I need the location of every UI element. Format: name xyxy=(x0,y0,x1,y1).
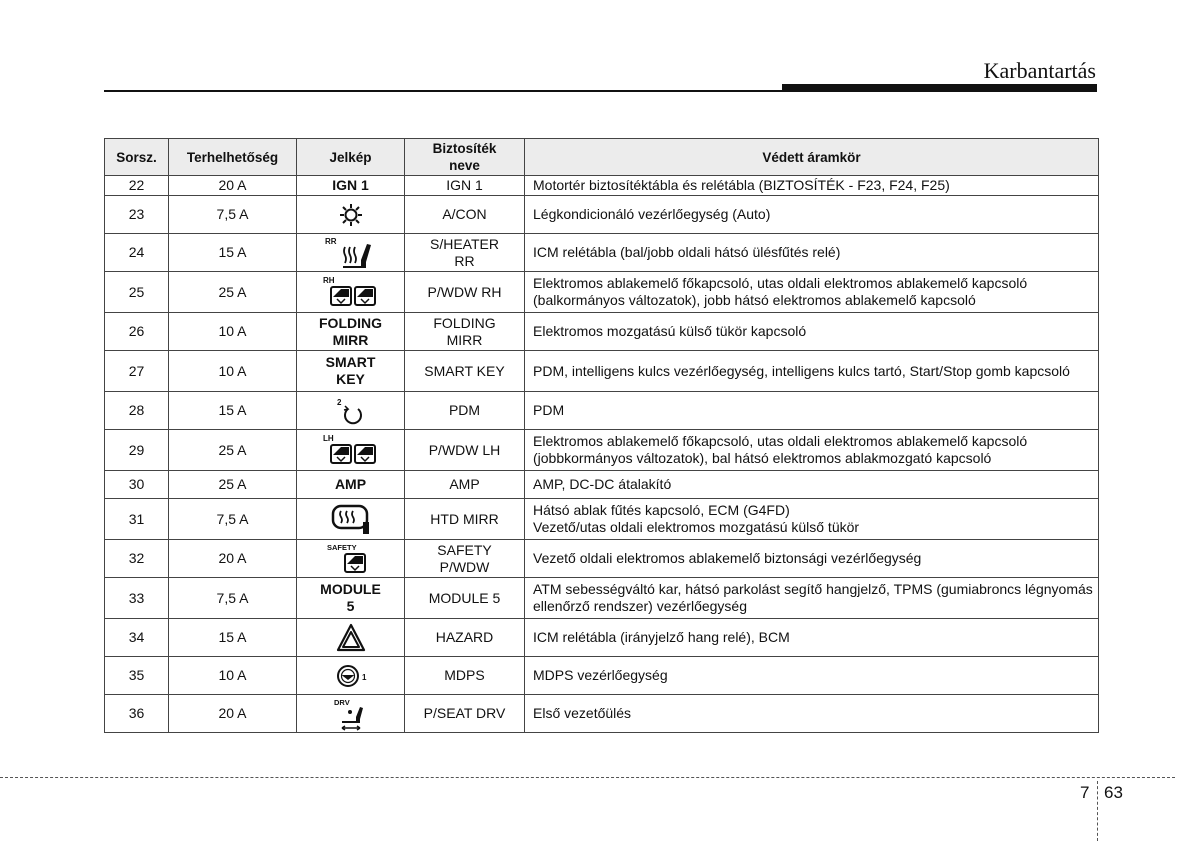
fuse-name-text: FOLDING MIRR xyxy=(433,314,496,348)
footer-divider xyxy=(0,777,1175,778)
symbol-caption: DRV xyxy=(333,697,350,707)
cell-fuse-name: SMART KEY xyxy=(405,351,525,392)
cell-symbol xyxy=(297,272,405,313)
symbol-caption: RH xyxy=(322,276,335,285)
cell-circuit: Vezető oldali elektromos ablakemelő biztonsági vezérlőegység xyxy=(525,540,1099,578)
symbol-text: MODULE 5 xyxy=(320,581,381,614)
cell-symbol xyxy=(297,695,405,733)
cell-no: 35 xyxy=(105,657,169,695)
cell-load: 15 A xyxy=(169,619,297,657)
cell-fuse-name: MDPS xyxy=(405,657,525,695)
cell-no: 34 xyxy=(105,619,169,657)
cell-fuse-name: P/WDW LH xyxy=(405,430,525,471)
cell-symbol xyxy=(297,196,405,234)
cell-symbol xyxy=(297,657,405,695)
cell-fuse-name: P/SEAT DRV xyxy=(405,695,525,733)
cell-load: 20 A xyxy=(169,695,297,733)
cell-fuse-name: P/WDW RH xyxy=(405,272,525,313)
cell-load: 25 A xyxy=(169,430,297,471)
cell-circuit: Elektromos ablakemelő főkapcsoló, utas oldali elektromos ablakemelő kapcsoló (jobbkormányos változatok), bal hátsó elektromos ablakmozgató kapcsoló xyxy=(525,430,1099,471)
table-row xyxy=(105,313,1099,351)
header-fuse-name xyxy=(405,139,525,176)
table-row xyxy=(105,471,1099,499)
cell-load: 10 A xyxy=(169,657,297,695)
cell-circuit: AMP, DC-DC átalakító xyxy=(525,471,1099,499)
footer-page-separator xyxy=(1097,781,1098,841)
cell-fuse-name: PDM xyxy=(405,392,525,430)
table-row xyxy=(105,196,1099,234)
cell-no: 29 xyxy=(105,430,169,471)
table-header-row xyxy=(105,139,1099,176)
cell-fuse-name: HTD MIRR xyxy=(405,499,525,540)
header-divider xyxy=(104,90,784,92)
header-circuit: Védett áramkör xyxy=(525,139,1099,176)
cell-no: 27 xyxy=(105,351,169,392)
cell-fuse-name xyxy=(405,540,525,578)
symbol-caption: 2 xyxy=(336,397,341,407)
cell-circuit xyxy=(525,499,1099,540)
header-fuse-name-line1: Biztosíték xyxy=(432,141,497,156)
cell-symbol xyxy=(297,392,405,430)
fuse-table xyxy=(104,138,1099,733)
table-row xyxy=(105,695,1099,733)
cell-no: 31 xyxy=(105,499,169,540)
cell-circuit: Első vezetőülés xyxy=(525,695,1099,733)
fuse-name-text: SAFETY P/WDW xyxy=(437,541,492,575)
table-row xyxy=(105,657,1099,695)
cell-circuit: ICM relétábla (irányjelző hang relé), BCM xyxy=(525,619,1099,657)
table-row xyxy=(105,540,1099,578)
table-row xyxy=(105,272,1099,313)
cell-circuit: PDM xyxy=(525,392,1099,430)
cell-no: 30 xyxy=(105,471,169,499)
chapter-number: 7 xyxy=(1080,783,1090,802)
cell-load: 15 A xyxy=(169,392,297,430)
header-load: Terhelhetőség xyxy=(169,139,297,176)
cell-symbol xyxy=(297,430,405,471)
power-window-icon xyxy=(321,433,381,467)
cell-circuit: Elektromos mozgatású külső tükör kapcsoló xyxy=(525,313,1099,351)
cell-fuse-name xyxy=(405,234,525,272)
cell-load: 10 A xyxy=(169,313,297,351)
cell-circuit: Motortér biztosítéktábla és relétábla (BIZTOSÍTÉK - F23, F24, F25) xyxy=(525,176,1099,196)
fuse-name-text: S/HEATER RR xyxy=(430,235,499,269)
cell-no: 36 xyxy=(105,695,169,733)
cell-symbol: IGN 1 xyxy=(297,176,405,196)
table-row xyxy=(105,234,1099,272)
cell-no: 32 xyxy=(105,540,169,578)
cell-no: 33 xyxy=(105,578,169,619)
cell-no: 24 xyxy=(105,234,169,272)
circuit-line1: Hátsó ablak fűtés kapcsoló, ECM (G4FD) xyxy=(533,502,790,518)
cell-load: 25 A xyxy=(169,471,297,499)
table-row xyxy=(105,176,1099,196)
table-row xyxy=(105,578,1099,619)
cell-load: 10 A xyxy=(169,351,297,392)
cell-load: 20 A xyxy=(169,176,297,196)
symbol-caption: 1 xyxy=(361,672,366,682)
cell-symbol xyxy=(297,619,405,657)
cell-circuit: PDM, intelligens kulcs vezérlőegység, intelligens kulcs tartó, Start/Stop gomb kapcsoló xyxy=(525,351,1099,392)
ac-snowflake-icon xyxy=(339,203,363,227)
cell-no: 28 xyxy=(105,392,169,430)
cell-load: 20 A xyxy=(169,540,297,578)
cell-load: 7,5 A xyxy=(169,499,297,540)
cell-circuit: Légkondicionáló vezérlőegység (Auto) xyxy=(525,196,1099,234)
cell-fuse-name: IGN 1 xyxy=(405,176,525,196)
table-row xyxy=(105,619,1099,657)
table-row xyxy=(105,392,1099,430)
cell-circuit: ATM sebességváltó kar, hátsó parkolást segítő hangjelző, TPMS (gumiabroncs légnyomás ellenőrző rendszer) vezérlőegység xyxy=(525,578,1099,619)
cell-circuit: Elektromos ablakemelő főkapcsoló, utas oldali elektromos ablakemelő kapcsoló (balkormányos változatok), jobb hátsó elektromos ablakemelő kapcsoló xyxy=(525,272,1099,313)
cell-fuse-name xyxy=(405,313,525,351)
steering-wheel-icon xyxy=(331,662,371,690)
cell-symbol xyxy=(297,351,405,392)
cell-load: 7,5 A xyxy=(169,196,297,234)
symbol-caption: SAFETY xyxy=(326,542,357,552)
cell-circuit: MDPS vezérlőegység xyxy=(525,657,1099,695)
cell-load: 7,5 A xyxy=(169,578,297,619)
heated-mirror-icon xyxy=(326,502,376,536)
hazard-triangle-icon xyxy=(336,623,366,653)
table-row xyxy=(105,430,1099,471)
cell-symbol xyxy=(297,540,405,578)
cell-fuse-name: AMP xyxy=(405,471,525,499)
cell-no: 25 xyxy=(105,272,169,313)
header-no: Sorsz. xyxy=(105,139,169,176)
page-number: 63 xyxy=(1104,783,1123,802)
rear-seat-heater-icon xyxy=(323,236,379,270)
cell-load: 15 A xyxy=(169,234,297,272)
symbol-text: FOLDING MIRR xyxy=(319,314,382,348)
table-row xyxy=(105,351,1099,392)
cell-symbol xyxy=(297,234,405,272)
circuit-line2: Vezető/utas oldali elektromos mozgatású külső tükör xyxy=(533,519,860,535)
cell-symbol: AMP xyxy=(297,471,405,499)
symbol-caption: RR xyxy=(324,236,337,246)
page-section-title: Karbantartás xyxy=(983,58,1096,83)
cell-circuit: ICM relétábla (bal/jobb oldali hátsó ülésfűtés relé) xyxy=(525,234,1099,272)
power-window-icon xyxy=(321,275,381,309)
symbol-caption: LH xyxy=(322,434,334,443)
cell-fuse-name: MODULE 5 xyxy=(405,578,525,619)
table-row xyxy=(105,499,1099,540)
cell-symbol xyxy=(297,578,405,619)
cell-load: 25 A xyxy=(169,272,297,313)
pdm-power-icon xyxy=(331,396,371,426)
header-divider-bar xyxy=(782,84,1097,92)
cell-fuse-name: HAZARD xyxy=(405,619,525,657)
safety-window-icon xyxy=(323,542,379,576)
header-symbol: Jelkép xyxy=(297,139,405,176)
cell-no: 23 xyxy=(105,196,169,234)
cell-no: 26 xyxy=(105,313,169,351)
driver-power-seat-icon xyxy=(326,697,376,731)
cell-no: 22 xyxy=(105,176,169,196)
cell-symbol xyxy=(297,313,405,351)
header-fuse-name-line2: neve xyxy=(449,158,480,173)
symbol-text: SMART KEY xyxy=(325,354,376,387)
cell-fuse-name: A/CON xyxy=(405,196,525,234)
cell-symbol xyxy=(297,499,405,540)
